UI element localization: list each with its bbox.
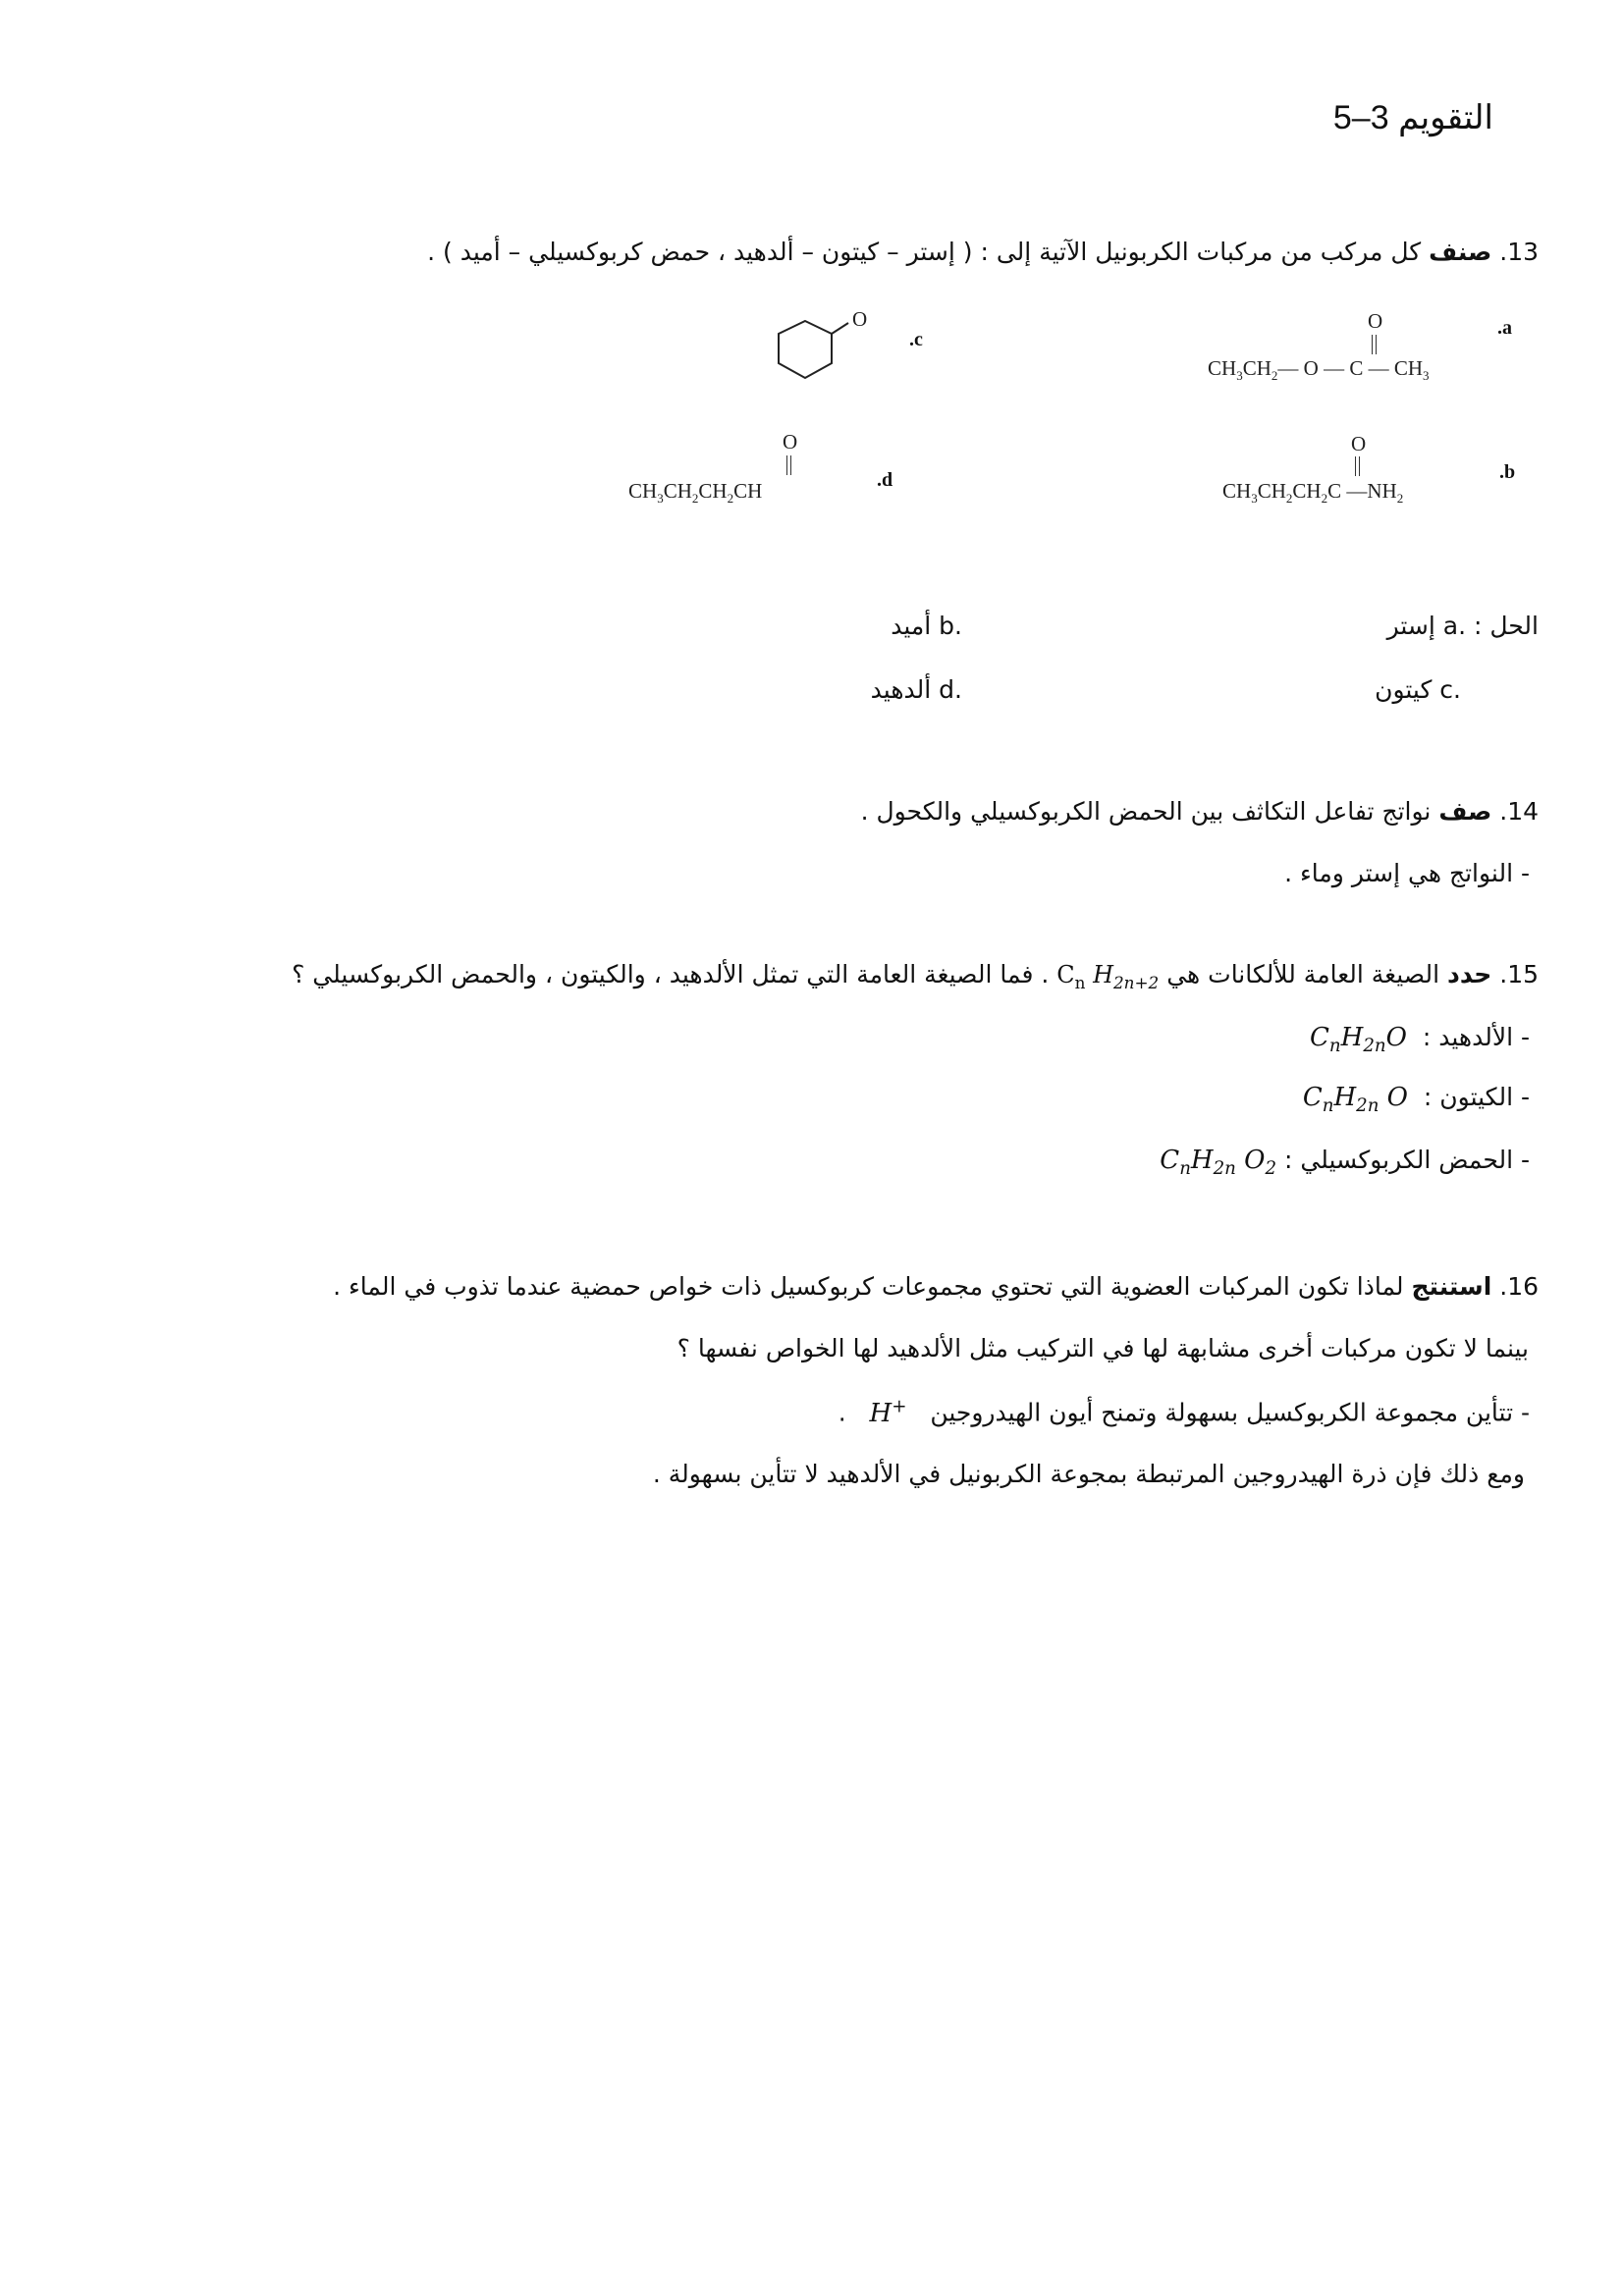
question-13 [427, 238, 1539, 266]
answer-aldehyde [1310, 1023, 1530, 1056]
hydrogen-ion: H+ [869, 1396, 907, 1428]
question-15-text-2: . فما الصيغة العامة التي تمثل الألدهيد ، والكيتون ، والحمض الكربوكسيلي ؟ [292, 960, 1050, 988]
question-14-answer: - النواتج هي إستر وماء . [1284, 859, 1530, 887]
question-16-number: 16. [1499, 1272, 1539, 1301]
carboxylic-formula: $C_nH_{2n}$ $O_2$ [1160, 1146, 1277, 1180]
solution-a-key: a. [1442, 612, 1467, 640]
answer-ketone [1303, 1083, 1530, 1116]
question-13-verb: صنف [1429, 238, 1492, 266]
solution-b [891, 612, 962, 640]
question-13-number: 13. [1499, 238, 1539, 266]
aldehyde-formula: $C_nH_{2n}O$ [1310, 1023, 1407, 1057]
question-16 [333, 1272, 1539, 1301]
molecule-a-oxygen: O [1368, 309, 1383, 333]
answer-carboxylic [1160, 1146, 1530, 1179]
alkane-formula: $C_n$ $H_{2n+2}$ [1056, 961, 1160, 992]
ketone-formula: $C_nH_{2n}$ O [1302, 1083, 1409, 1117]
question-16-text-2: بينما لا تكون مركبات أخرى مشابهة لها في التركيب مثل الألدهيد لها الخواص نفسها ؟ [676, 1334, 1529, 1362]
molecule-c-label: .c [909, 329, 923, 350]
molecule-a [1208, 309, 1483, 388]
question-14-number: 14. [1499, 797, 1539, 826]
answer-carboxylic-label: - الحمض الكربوكسيلي : [1284, 1146, 1530, 1174]
molecule-d-formula: $CH_3CH_2CH_2CH$ [628, 479, 763, 507]
molecule-b [1222, 432, 1497, 510]
question-14-text: نواتج تفاعل التكاثف بين الحمض الكربوكسيلي والكحول . [860, 797, 1432, 826]
solution-b-value: أميد [891, 612, 932, 640]
solution-c-value: كيتون [1375, 675, 1433, 704]
question-14 [861, 797, 1539, 826]
solution-a-value: إستر [1386, 612, 1435, 640]
molecule-b-label: .b [1499, 461, 1516, 483]
solution-a [1387, 612, 1539, 640]
question-15-verb: حدد [1446, 960, 1492, 988]
question-14-verb: صف [1438, 797, 1492, 826]
answer-1-end: . [838, 1398, 846, 1427]
answer-aldehyde-label: - الألدهيد : [1422, 1023, 1530, 1051]
question-13-text: كل مركب من مركبات الكربونيل الآتية إلى : ( إستر – كيتون – ألدهيد ، حمض كربوكسيلي – أميد ) . [427, 238, 1422, 266]
solution-d [871, 675, 962, 704]
solution-b-key: b. [939, 612, 962, 640]
question-16-text: لماذا تكون المركبات العضوية التي تحتوي مجموعات كربوكسيل ذات خواص حمضية عندما تذوب في الماء . [333, 1272, 1404, 1301]
molecule-c-bond [832, 323, 848, 334]
molecule-d [628, 430, 844, 508]
molecule-a-label: .a [1497, 317, 1512, 339]
question-16-answer-2: ومع ذلك فإن ذرة الهيدروجين المرتبطة بمجوعة الكربونيل في الألدهيد لا تتأين بسهولة . [652, 1460, 1525, 1488]
molecule-d-oxygen: O [783, 430, 798, 454]
answer-1-text: - تتأين مجموعة الكربوكسيل بسهولة وتمنح أيون الهيدروجين [930, 1398, 1530, 1427]
molecule-c-ring [779, 321, 832, 378]
question-15-number: 15. [1499, 960, 1539, 988]
answer-ketone-label: - الكيتون : [1423, 1083, 1530, 1111]
molecule-d-double-bond [786, 455, 791, 475]
molecule-c-oxygen: O [852, 307, 868, 331]
solution-d-key: d. [939, 675, 962, 704]
solution-c [1375, 675, 1461, 704]
question-16-verb: استنتج [1411, 1272, 1492, 1301]
molecule-a-double-bond [1372, 335, 1377, 354]
molecule-b-formula: $CH_3CH_2CH_2C$ $—NH_2$ [1222, 479, 1404, 507]
solution-d-value: ألدهيد [870, 675, 932, 704]
question-15-text-1: الصيغة العامة للألكانات هي [1166, 960, 1440, 988]
question-15 [292, 960, 1539, 992]
molecule-d-label: .d [877, 469, 893, 491]
molecule-b-double-bond [1355, 456, 1360, 476]
solution-c-key: c. [1439, 675, 1461, 704]
solution-prefix: الحل : [1473, 612, 1539, 640]
page-title: التقويم 3–5 [1332, 99, 1493, 136]
molecule-b-oxygen: O [1351, 432, 1367, 455]
molecule-a-formula: $CH_3CH_2—$ O — C — $CH_3$ [1208, 356, 1430, 384]
question-16-answer-1 [839, 1396, 1530, 1428]
